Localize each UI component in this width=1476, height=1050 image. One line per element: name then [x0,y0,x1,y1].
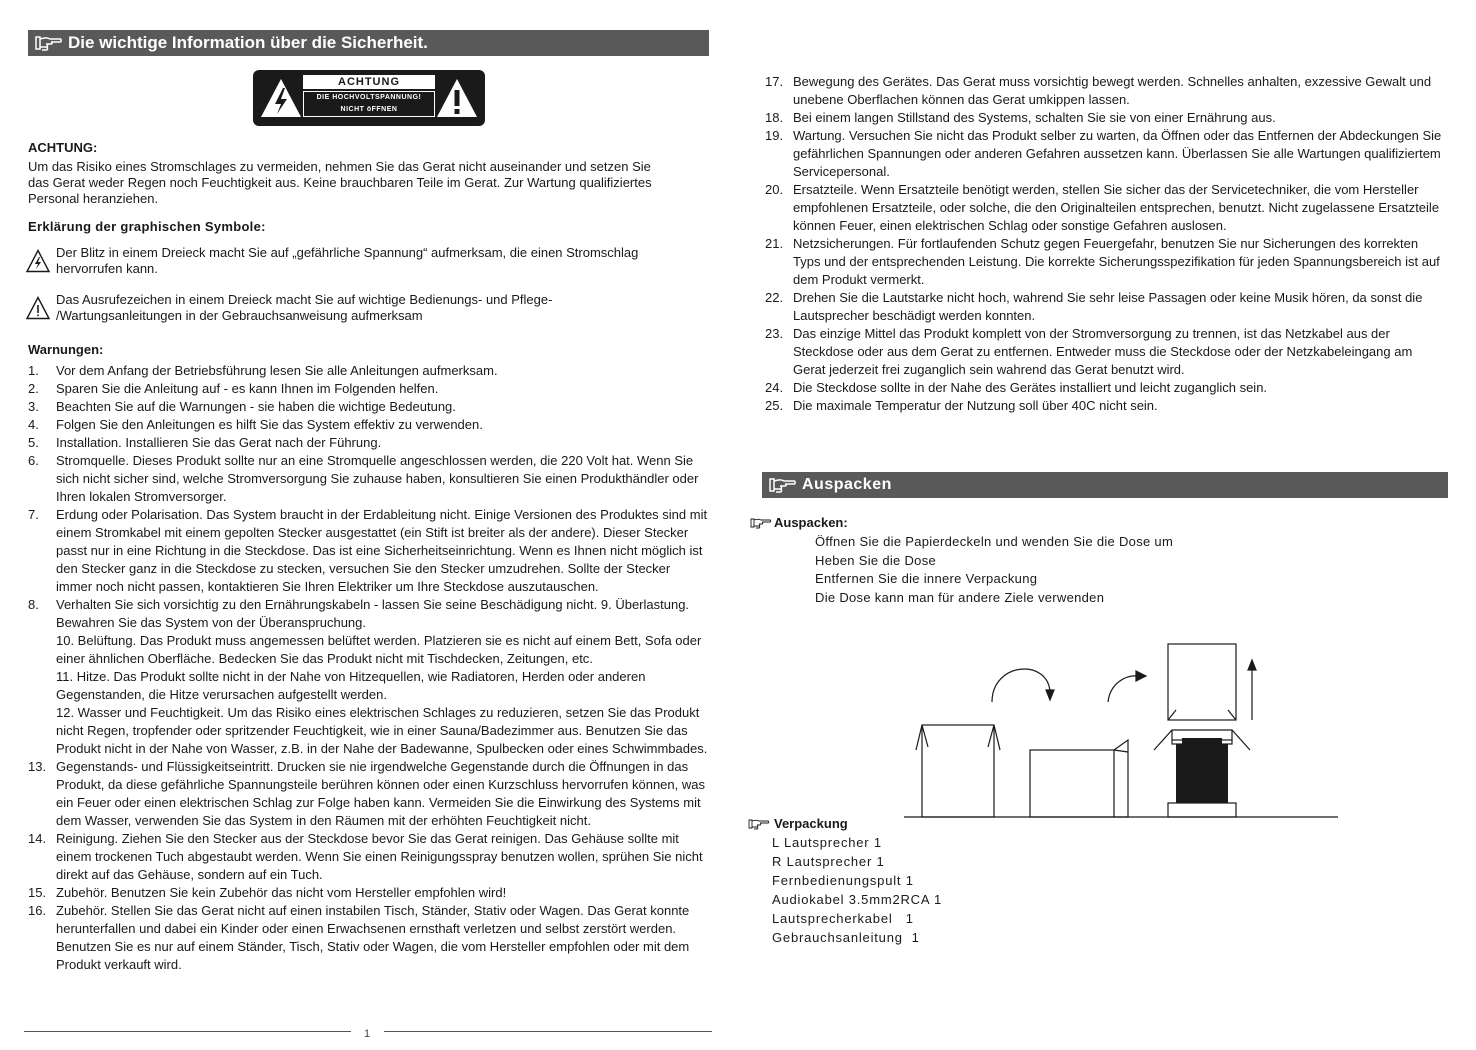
warning-number: 23. [765,326,784,341]
warning-item [28,830,708,884]
warning-text: Installation. Installieren Sie das Gerat nach der Führung. [56,435,382,450]
warning-item [765,73,1445,109]
warning-item [765,397,1445,415]
warning-text: Netzsicherungen. Für fortlaufenden Schutz gegen Feuergefahr, benutzen Sie nur Sicherungen des korrekten Typs und der entsprechenden Leistung. Die korrekte Sicherungsspezifikation für jeden Spannungsbereich ist auf dem Produkt vermerkt. [793,236,1440,287]
package-heading [748,815,848,833]
warning-number: 8. [28,597,39,612]
warning-text: Die maximale Temperatur der Nutzung soll über 40C nicht sein. [793,398,1158,413]
warning-item [765,109,1445,127]
warning-text: Die Steckdose sollte in der Nahe des Gerätes installiert und leicht zuganglich sein. [793,380,1268,395]
achtung-text: Um das Risiko eines Stromschlages zu vermeiden, nehmen Sie das Gerat nicht auseinander und setzen Sie das Gerat weder Regen noch Feuchtigkeit aus. Keine brauchbaren Teile im Gerat. Zur Wartung qualifiziertes Personal heranziehen. [28,159,652,206]
warning-number: 7. [28,507,39,522]
warning-text: Drehen Sie die Lautstarke nicht hoch, wahrend Sie sehr leise Passagen oder keine Musik hören, da sonst die Lautsprecher beschädigt werden konnten. [793,290,1423,323]
unpack-heading [750,514,848,532]
safety-banner [28,30,709,56]
warning-item [765,127,1445,181]
warning-item [28,758,708,830]
symbol-lightning-row [26,245,666,277]
high-voltage-warning-label [253,70,485,126]
symbol-lightning-text: Der Blitz in einem Dreieck macht Sie auf „gefährliche Spannung“ aufmerksam, die einen Stromschlag hervorrufen kann. [56,245,639,276]
warning-text: Vor dem Anfang der Betriebsführung lesen Sie alle Anleitungen aufmerksam. [56,363,498,378]
warning-item [28,398,708,416]
warning-number: 4. [28,417,39,432]
unpacking-illustration [900,640,1340,820]
package-item: Fernbedienungspult 1 [772,873,914,888]
warnings-heading: Warnungen: [28,342,104,357]
warning-item [28,362,708,380]
footer-line-right [384,1031,712,1032]
page-number: 1 [364,1028,371,1040]
warning-number: 5. [28,435,39,450]
unpack-step: Die Dose kann man für andere Ziele verwenden [815,589,1105,605]
warning-number: 13. [28,759,47,774]
symbol-exclamation-text: Das Ausrufezeichen in einem Dreieck macht Sie auf wichtige Bedienungs- und Pflege- /Wartungsanleitungen in der Gebrauchsanweisung aufmerksam [56,292,553,323]
package-item: R Lautsprecher 1 [772,854,885,869]
warning-item [765,325,1445,379]
warning-item [28,902,708,974]
pointing-hand-icon [768,475,796,495]
warning-text: Ersatzteile. Wenn Ersatzteile benötigt werden, stellen Sie sicher das der Servicetechniker, die vom Hersteller empfohlenen Ersatzteile, oder solche, die den Originalteilen entsprechen, benutzt. Nicht zugelassene Ersatzteile können Feuer, einen elektrischen Schlag oder sonstige Gefahren auslosen. [793,182,1440,233]
symbol-exclamation-row [26,292,666,324]
exclamation-triangle-icon [435,76,479,120]
warnings-list-left [28,362,708,974]
warning-item [765,235,1445,289]
lightning-triangle-icon [259,76,303,120]
warning-text: Erdung oder Polarisation. Das System braucht in der Erdableitung nicht. Einige Versionen des Produktes sind mit einem Stromkabel mit einem gepolten Stecker ausgestattet (ein Stift ist breiter als der andere). Dieser Stecker passt nur in eine Richtung in die Steckdose. Das ist eine Sicherheitseinrichtung. Wenn es Ihnen nicht möglich ist den Stecker ganz in die Steckdose zu stecken, versuchen Sie den Stecker umzudrehen. Sollte der Stecker immer noch nicht passen, kontaktieren Sie Ihren Elektriker um Ihre Steckdose auszutauschen. [56,507,708,594]
achtung-heading: ACHTUNG: [28,140,98,155]
warning-text: Beachten Sie auf die Warnungen - sie haben die wichtige Bedeutung. [56,399,456,414]
warning-item [28,884,708,902]
warning-number: 17. [765,74,784,89]
exclamation-triangle-icon [26,296,50,320]
package-list [772,833,942,947]
warning-item [28,506,708,596]
warning-text: Verhalten Sie sich vorsichtig zu den Ernährungskabeln - lassen Sie seine Beschädigung nicht. 9. Überlastung. Bewahren Sie das System von der Überanspruchung. 10. Belüftung. Das Produkt muss angemessen belüftet werden. Platzieren sie es nicht auf einem Bett, Sofa oder einer ähnlichen Oberfläche. Bedecken Sie das Produkt nicht mit Tischdecken, Zeitungen, etc. 11. Hitze. Das Produkt sollte nicht in der Nahe von Hitzequellen, wie Radiatoren, Herden oder anderen Gegenstanden, die Hitze verursachen aufgestellt werden. 12. Wasser und Feuchtigkeit. Um das Risiko eines elektrischen Schlages zu reduzieren, setzen Sie das Produkt nicht Regen, tropfender oder spritzender Feuchtigkeit, wie in einer Sauna/Badezimmer aus. Benutzen Sie das Produkt nicht in der Nahe von Wasser, z.B. in der Nahe der Badewanne, Spulbecken oder eines Schwimmbades. [56,597,708,756]
unpack-heading-text: Auspacken: [774,515,848,530]
warning-text: Folgen Sie den Anleitungen es hilft Sie das System effektiv zu verwenden. [56,417,483,432]
warning-item [765,379,1445,397]
unpack-banner-title: Auspacken [802,476,892,493]
warning-label-line1: DIE HOCHVOLTSPANNUNG! [316,94,422,101]
warnings-list-right [765,73,1445,415]
warning-number: 18. [765,110,784,125]
warning-item [765,289,1445,325]
warning-label-title: ACHTUNG [303,75,435,89]
warning-text: Bei einem langen Stillstand des Systems, schalten Sie sie von einer Ernährung aus. [793,110,1276,125]
warning-number: 16. [28,903,47,918]
pointing-hand-icon [750,517,772,529]
warning-number: 24. [765,380,784,395]
lightning-triangle-icon [26,249,50,273]
unpack-step: Öffnen Sie die Papierdeckeln und wenden Sie die Dose um [815,534,1174,549]
warning-number: 19. [765,128,784,143]
warning-number: 2. [28,381,39,396]
unpack-banner [762,472,1448,498]
warning-number: 22. [765,290,784,305]
warning-item [765,181,1445,235]
unpack-step: Entfernen Sie die innere Verpackung [815,571,1038,586]
warning-text: Zubehör. Stellen Sie das Gerat nicht auf einen instabilen Tisch, Ständer, Stativ oder Wagen. Das Gerat konnte herunterfallen und dabei ein Kinder oder einen Erwachsenen ernsthaft verletzen und selbst zerstört werden. Benutzen Sie es nur auf einem Ständer, Tisch, Stativ oder Wagen, die vom Hersteller empfohlen oder mit dem Produkt verkauft wird. [56,903,690,972]
warning-number: 25. [765,398,784,413]
package-heading-text: Verpackung [774,816,848,831]
banner-title: Die wichtige Information über die Sicherheit. [68,33,428,52]
warning-number: 14. [28,831,47,846]
warning-text: Sparen Sie die Anleitung auf - es kann Ihnen im Folgenden helfen. [56,381,439,396]
warning-text: Zubehör. Benutzen Sie kein Zubehör das nicht vom Hersteller empfohlen wird! [56,885,507,900]
warning-item [28,434,708,452]
warning-item [28,380,708,398]
warning-text: Das einzige Mittel das Produkt komplett von der Stromversorgung zu trennen, ist das Netzkabel aus der Steckdose oder aus dem Gerat zu entfernen. Entweder muss die Steckdose oder der Netzkabeleingang am Gerat jederzeit frei zuganglich sein wahrend das Gerat benutzt wird. [793,326,1413,377]
warning-number: 3. [28,399,39,414]
warning-text: Wartung. Versuchen Sie nicht das Produkt selber zu warten, da Öffnen oder das Entfernen der Abdeckungen Sie gefährlichen Spannungen oder anderen Gefahren aussetzen kann. Überlassen Sie alle Wartungen qualifiziertem Servicepersonal. [793,128,1442,179]
package-item: Audiokabel 3.5mm2RCA 1 [772,892,943,907]
warning-item [28,452,708,506]
symbols-heading: Erklärung der graphischen Symbole: [28,219,266,234]
warning-text: Gegenstands- und Flüssigkeitseintritt. Drucken sie nie irgendwelche Gegenstande durch die Öffnungen in das Produkt, da diese gefährliche Spannungsteile berühren können oder einen Kurzschluss hervorrufen können, was ein Feuer oder einen elektrischen Schlag zur Folge haben kann. Vermeiden Sie die Einwirkung des Systems mit dem Wasser, verwenden Sie das System in den Räumen mit der erhöhten Feuchtigkeit nicht. [56,759,705,828]
pointing-hand-icon [34,33,62,53]
package-item: L Lautsprecher 1 [772,835,882,850]
warning-label-line2: NICHT öFFNEN [340,106,398,113]
footer-line-left [24,1031,351,1032]
warning-item [28,416,708,434]
pointing-hand-icon [748,818,770,830]
warning-number: 6. [28,453,39,468]
package-item: Lautsprecherkabel 1 [772,911,914,926]
unpack-step: Heben Sie die Dose [815,552,937,568]
unpack-steps [815,533,1173,607]
warning-number: 1. [28,363,39,378]
package-item: Gebrauchsanleitung 1 [772,930,920,945]
warning-text: Stromquelle. Dieses Produkt sollte nur an eine Stromquelle angeschlossen werden, die 220 Volt hat. Wenn Sie sich nicht sicher sind, welche Stromversorgung Sie zuhause haben, konsultieren Sie einen Produkthändler oder Ihren lokalen Stromversorger. [56,453,699,504]
warning-item [28,596,708,758]
warning-number: 21. [765,236,784,251]
warning-text: Reinigung. Ziehen Sie den Stecker aus der Steckdose bevor Sie das Gerat reinigen. Das Gehäuse sollte mit einem trockenen Tuch abgestaubt werden. Wenn Sie einen Reinigungsspray benutzen wollen, sprühen Sie nicht direkt auf das Gehäuse, sondern auf ein Tuch. [56,831,703,882]
warning-number: 15. [28,885,47,900]
warning-text: Bewegung des Gerätes. Das Gerat muss vorsichtig bewegt werden. Schnelles anhalten, exzessive Gewalt und unebene Oberflachen können das Gerat umkippen lassen. [793,74,1432,107]
warning-number: 20. [765,182,784,197]
